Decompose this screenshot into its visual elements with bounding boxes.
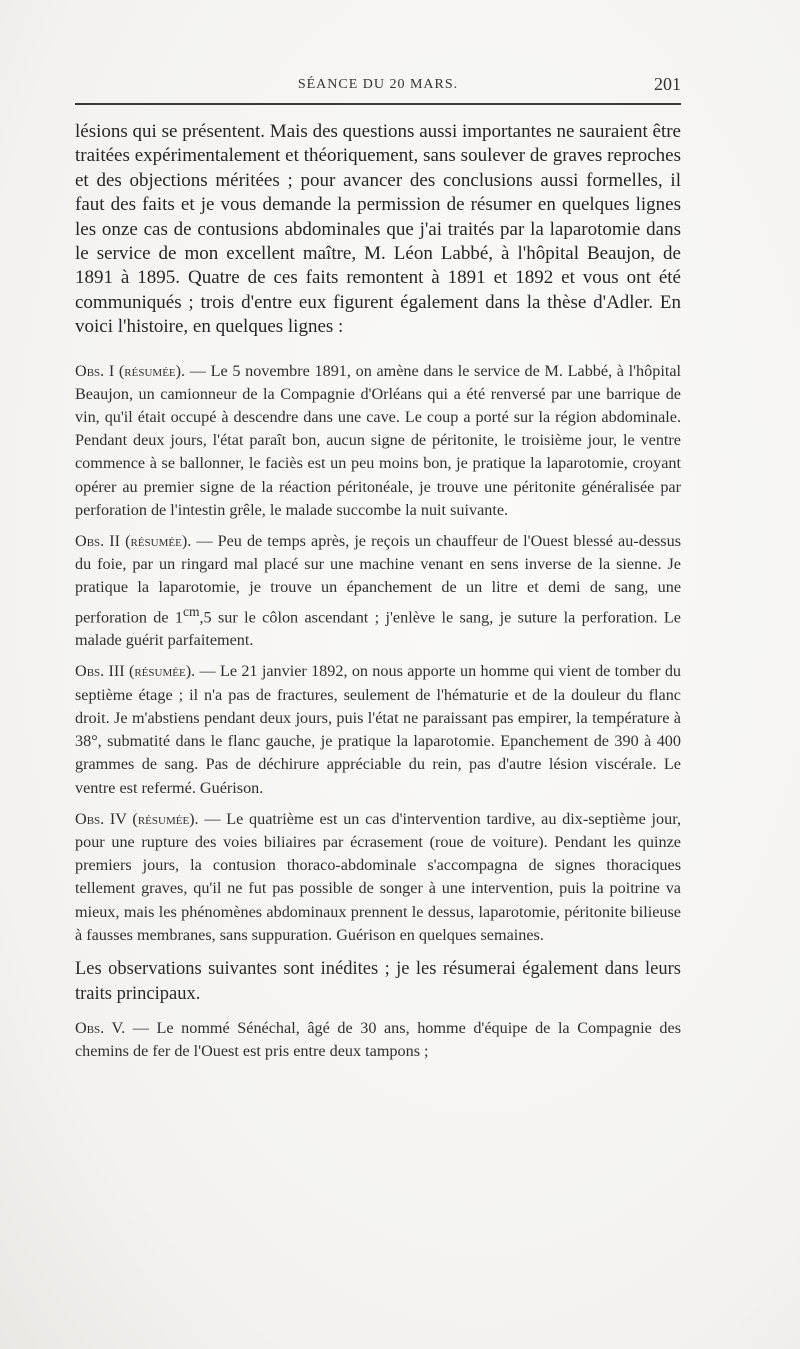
- observation-text: — Le quatrième est un cas d'intervention tardive, au dix-septième jour, pour une rupture des voies biliaires par écrasement (roue de voiture). Pendant les quinze premiers jours, la contusion thoraco-abdominale s'accompagna de signes thoraciques tellement graves, qu'il ne fut pas possible de songer à une intervention, puis la poitrine va mieux, mais les phénomènes abdominaux prennent le dessus, laparotomie, péritonite bilieuse à fausses membranes, sans suppuration. Guérison en quelques semaines.: [75, 809, 681, 944]
- observation-text: — Le 5 novembre 1891, on amène dans le service de M. Labbé, à l'hôpital Beaujon, un camionneur de la Compagnie d'Orléans qui a été renversé par une barrique de vin, qu'il était occupé à descendre dans une cave. Le coup a porté sur la région abdominale. Pendant deux jours, l'état paraît bon, aucun signe de péritonite, le troisième jour, le ventre commence à se ballonner, le faciès est un peu moins bon, je pratique la laparotomie, croyant opérer au premier signe de la réaction péritonéale, je trouve une péritonite généralisée par perforation de l'intestin grêle, le malade succombe la nuit suivante.: [75, 361, 682, 519]
- unit-superscript: cm: [183, 603, 200, 619]
- running-title: SÉANCE DU 20 MARS.: [297, 77, 459, 92]
- page-body: [75, 120, 681, 1063]
- running-header: [75, 74, 681, 98]
- page-number: 201: [654, 74, 681, 94]
- transition-paragraph: Les observations suivantes sont inédites ; je les résumerai également dans leurs traits principaux.: [75, 958, 681, 1004]
- header-rule: [75, 103, 681, 105]
- observation-4: [75, 808, 681, 947]
- intro-paragraph: lésions qui se présentent. Mais des questions aussi importantes ne sauraient être traitées expérimentalement et théoriquement, sans soulever de graves reproches et des objections méritées ; pour avancer des conclusions aussi formelles, il faut des faits et je vous demande la permission de résumer en quelques lignes les onze cas de contusions abdominales que j'ai traités par la laparotomie dans le service de mon excellent maître, M. Léon Labbé, à l'hôpital Beaujon, de 1891 à 1895. Quatre de ces faits remontent à 1891 et 1892 et vous ont été communiqués ; trois d'entre eux figurent également dans la thèse d'Adler. En voici l'histoire, en quelques lignes :: [75, 121, 681, 338]
- observation-label: Obs. I (résumée).: [75, 361, 186, 380]
- observation-2: [75, 530, 681, 652]
- observation-label: Obs. III (résumée).: [75, 662, 196, 681]
- observation-5: [75, 1017, 681, 1063]
- observation-3: [75, 660, 681, 799]
- observation-label: Obs. II (résumée).: [75, 532, 192, 551]
- observation-label: Obs. IV (résumée).: [75, 809, 199, 828]
- observation-text: — Le 21 janvier 1892, on nous apporte un homme qui vient de tomber du septième étage ; il n'a pas de fractures, seulement de l'hématurie et de la douleur du flanc droit. Je m'abstiens pendant deux jours, puis l'état ne paraissant pas empirer, la température à 38°, submatité dans le flanc gauche, je pratique la laparotomie. Epanchement de 390 à 400 grammes de sang. Pas de déchirure appréciable du rein, pas d'autre lésion viscérale. Le ventre est refermé. Guérison.: [75, 662, 682, 797]
- observation-label: Obs. V.: [75, 1018, 126, 1037]
- observation-text-continued: ,5 sur le côlon ascendant ; j'enlève le sang, je suture la perforation. Le malade guérit parfaitement.: [75, 608, 681, 650]
- observation-1: [75, 360, 681, 522]
- observation-text: — Le nommé Sénéchal, âgé de 30 ans, homme d'équipe de la Compagnie des chemins de fer de l'Ouest est pris entre deux tampons ;: [75, 1018, 681, 1061]
- observation-text: — Peu de temps après, je reçois un chauffeur de l'Ouest blessé au-dessus du foie, par un ringard mal placé sur une machine venant en sens inverse de la sienne. Je pratique la laparotomie, je trouve un épanchement de un litre et demi de sang, une perforation de 1: [75, 532, 681, 627]
